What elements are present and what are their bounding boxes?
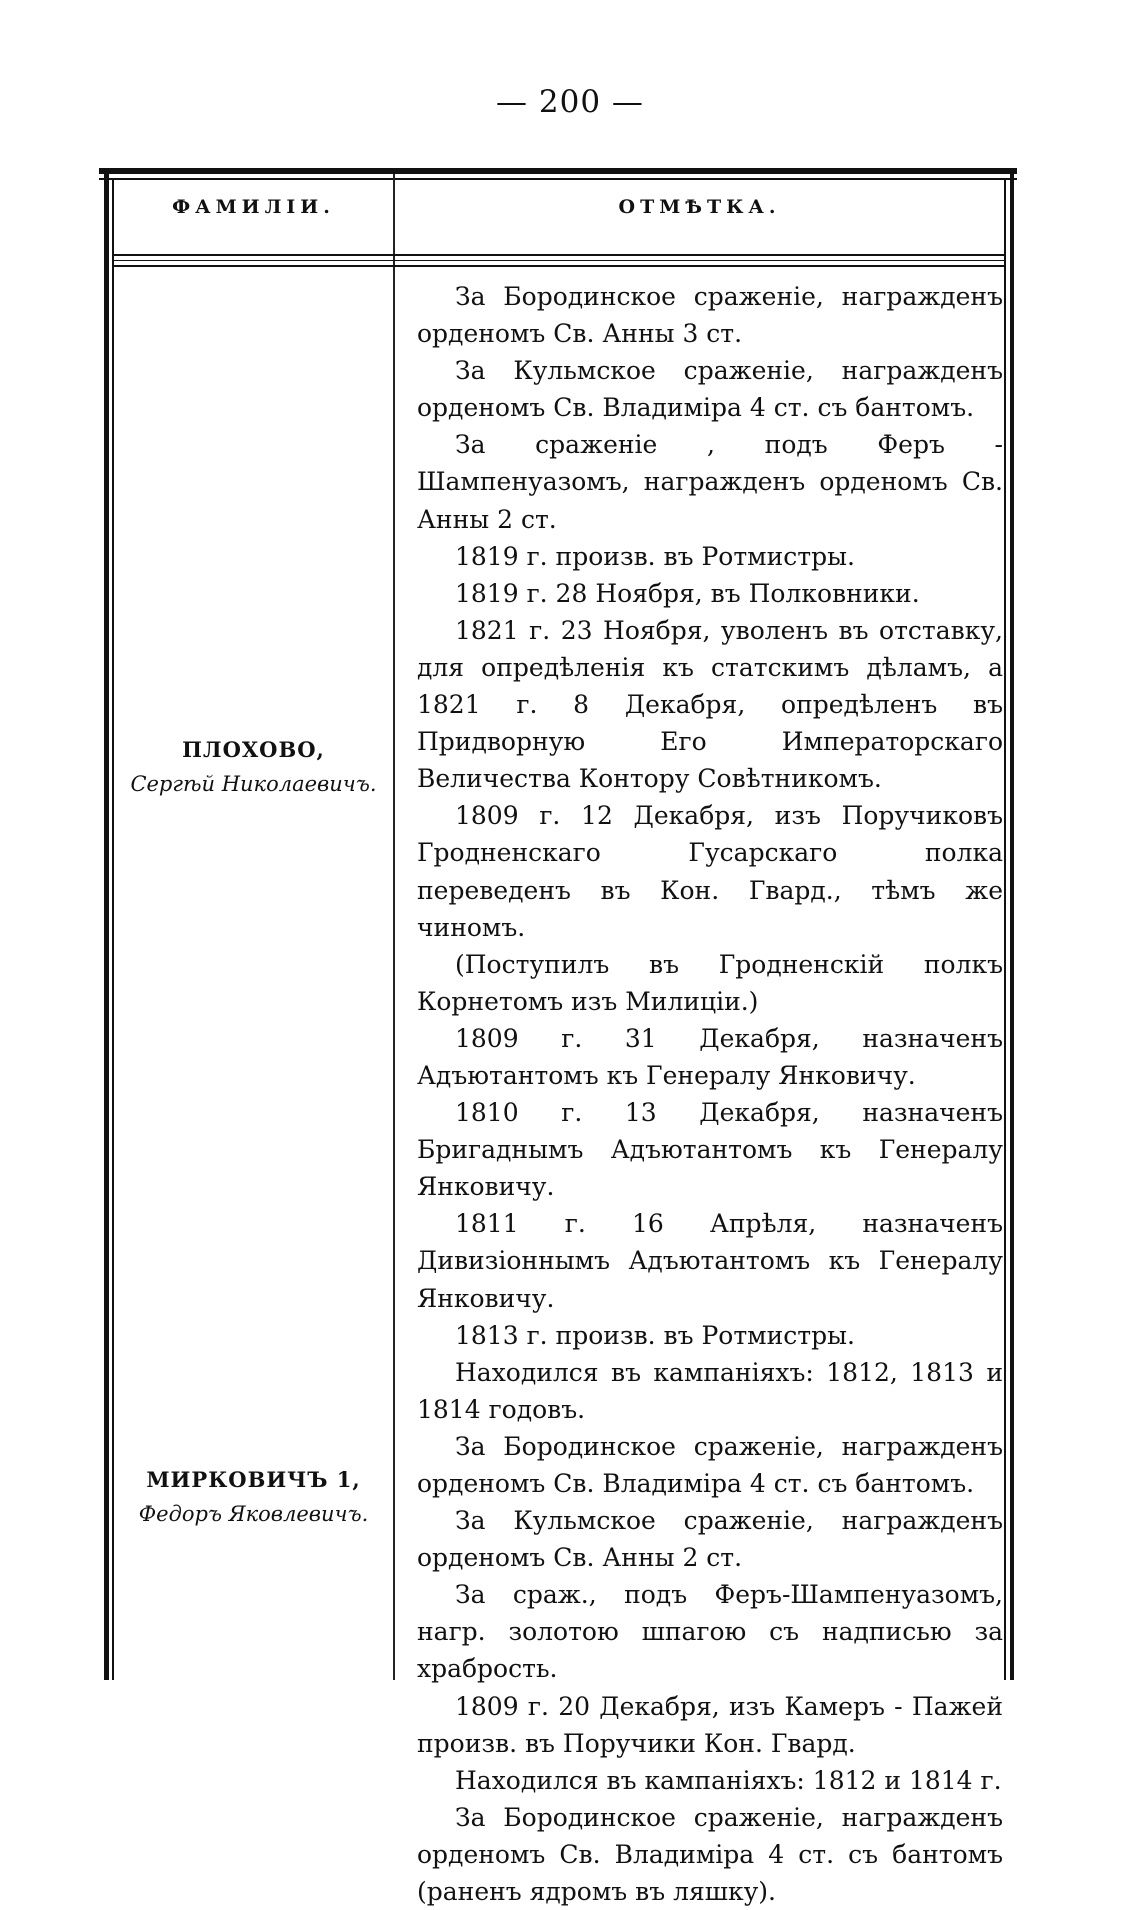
entry: 1819 г. 28 Ноября, въ Полковники. xyxy=(455,578,920,608)
entry: 1809 г. 31 Декабря, назначенъ Адъютантомъ къ Генералу Янковичу. xyxy=(417,1023,1003,1090)
table-right-border-inner xyxy=(1004,178,1006,1680)
given-name: Федоръ Яковлевичъ. xyxy=(138,1502,369,1526)
header-rule xyxy=(112,265,1006,267)
entry: 1809 г. 20 Декабря, изъ Камеръ - Пажей произв. въ Поручики Кон. Гвард. xyxy=(417,1691,1003,1758)
header-rule xyxy=(112,260,1006,261)
surname: МИРКОВИЧЪ 1, xyxy=(146,1467,361,1492)
table-left-border-inner xyxy=(112,178,114,1680)
entry: 1810 г. 13 Декабря, назначенъ Бригаднымъ Адъютантомъ къ Генералу Янковичу. xyxy=(417,1098,1003,1202)
entry: 1811 г. 16 Апрѣля, назначенъ Дивизіоннымъ Адъютантомъ къ Генералу Янковичу. xyxy=(417,1209,1003,1313)
table-left-border xyxy=(104,168,109,1680)
name-entry-plokhovo xyxy=(114,733,393,801)
entry: Находился въ кампаніяхъ: 1812 и 1814 г. xyxy=(455,1765,1002,1795)
entry: 1821 г. 23 Ноября, уволенъ въ отставку, для опредѣленія къ статскимъ дѣламъ, а 1821 г. 8 Декабря, опредѣленъ въ Придворную Его Императорскаго Величества Контору Совѣтникомъ. xyxy=(417,615,1003,794)
entry: За сраж., подъ Феръ-Шампенуазомъ, нагр. золотою шпагою съ надписью за храбрость. xyxy=(417,1580,1003,1684)
header-rule xyxy=(112,254,1006,256)
entry: Находился въ кампаніяхъ: 1812, 1813 и 1814 годовъ. xyxy=(417,1357,1003,1424)
entry: За сраженіе , подъ Феръ - Шампенуазомъ, награжденъ орденомъ Св. Анны 2 ст. xyxy=(417,430,1003,534)
table-right-border xyxy=(1010,168,1014,1680)
table-top-border xyxy=(99,168,1017,174)
notes-column xyxy=(417,278,1003,1910)
entry: За Бородинское сраженіе, награжденъ орденомъ Св. Владиміра 4 ст. съ бантомъ. xyxy=(417,1431,1003,1498)
entry: За Бородинское сраженіе, награжденъ орденомъ Св. Анны 3 ст. xyxy=(417,282,1003,349)
surname: ПЛОХОВО, xyxy=(182,737,325,762)
entry: 1819 г. произв. въ Ротмистры. xyxy=(455,541,855,571)
entry: (Поступилъ въ Гродненскій полкъ Корнетомъ изъ Милиціи.) xyxy=(417,949,1003,1016)
entry: 1809 г. 12 Декабря, изъ Поручиковъ Гродненскаго Гусарскаго полка переведенъ въ Кон. Гвард., тѣмъ же чиномъ. xyxy=(417,801,1003,942)
name-entry-mirkovich xyxy=(114,1463,393,1531)
page-number: — 200 — xyxy=(496,84,644,120)
column-divider xyxy=(393,174,395,1680)
given-name: Сергѣй Николаевичъ. xyxy=(130,772,377,796)
entry: За Кульмское сраженіе, награжденъ орденомъ Св. Владиміра 4 ст. съ бантомъ. xyxy=(417,356,1003,423)
column-header-notes: ОТМѢТКА. xyxy=(618,196,781,218)
entry: За Кульмское сраженіе, награжденъ орденомъ Св. Анны 2 ст. xyxy=(417,1506,1003,1573)
table-top-border-inner xyxy=(99,178,1017,180)
entry: 1813 г. произв. въ Ротмистры. xyxy=(455,1320,855,1350)
entry: За Бородинское сраженіе, награжденъ орденомъ Св. Владиміра 4 ст. съ бантомъ (раненъ ядромъ въ ляшку). xyxy=(417,1802,1003,1907)
column-header-surnames: ФАМИЛІИ. xyxy=(172,196,335,218)
